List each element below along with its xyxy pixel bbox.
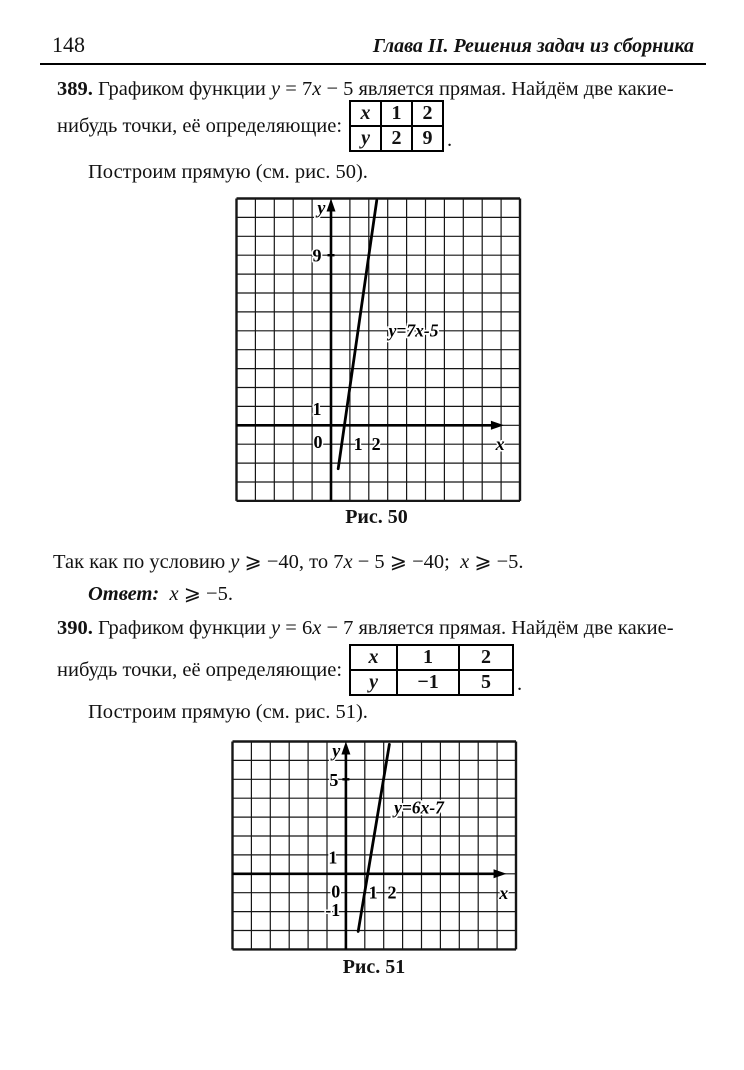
table-cell: 2 [412, 101, 443, 126]
build-line-390: Построим прямую (см. рис. 51). [88, 701, 368, 723]
solution-389-text: Так как по условию y ⩾ −40, то 7x − 5 ⩾ −40; x ⩾ −5. [53, 551, 524, 573]
svg-text:9: 9 [312, 245, 322, 266]
table-row [350, 126, 443, 151]
svg-text:1: 1 [353, 433, 363, 454]
table-cell: 2 [381, 126, 412, 151]
table-cell: 9 [412, 126, 443, 151]
table-cell: y [350, 670, 397, 695]
fig51-svg [231, 740, 518, 951]
table-cell: 1 [397, 645, 459, 670]
table-row [350, 645, 513, 670]
figure-50-caption: Рис. 50 [345, 506, 408, 528]
table-row [350, 670, 513, 695]
problem-390-line2-text: нибудь точки, её определяющие: [57, 658, 343, 681]
table-cell: 1 [381, 101, 412, 126]
figure-51-graph [231, 740, 518, 956]
table-cell: x [350, 101, 381, 126]
page-header [40, 26, 706, 65]
svg-text:y: y [332, 740, 341, 761]
figure-50-graph [235, 197, 522, 507]
problem-389-line2-text: нибудь точки, её определяющие: [57, 114, 343, 137]
problem-390-line2 [57, 644, 522, 696]
svg-text:2: 2 [371, 433, 381, 454]
svg-text:-1: -1 [325, 900, 341, 921]
fig50-svg [235, 197, 522, 502]
svg-text:y: y [317, 197, 326, 218]
table-cell: 5 [459, 670, 513, 695]
svg-text:0: 0 [331, 881, 341, 902]
svg-text:x: x [495, 433, 505, 454]
table-cell: −1 [397, 670, 459, 695]
svg-text:y=6x-7: y=6x-7 [394, 797, 444, 818]
problem-389-line2 [57, 100, 452, 152]
build-line-389: Построим прямую (см. рис. 50). [88, 161, 368, 183]
points-table-389 [349, 100, 444, 152]
svg-text:y=7x-5: y=7x-5 [388, 320, 439, 341]
period-after-table: . [447, 129, 453, 151]
problem-390-line1: 390. Графиком функции y = 6x − 7 является прямая. Найдём две какие- [57, 617, 674, 639]
svg-text:1: 1 [368, 882, 378, 903]
svg-text:0: 0 [313, 431, 323, 452]
svg-text:1: 1 [312, 398, 322, 419]
period-after-table: . [517, 673, 523, 695]
svg-text:2: 2 [387, 882, 397, 903]
points-table-390 [349, 644, 514, 696]
figure-51-caption: Рис. 51 [342, 956, 406, 978]
table-cell: 2 [459, 645, 513, 670]
table-cell: x [350, 645, 397, 670]
table-cell: y [350, 126, 381, 151]
problem-389-line1: 389. Графиком функции y = 7x − 5 является прямая. Найдём две какие- [57, 78, 674, 100]
table-row [350, 101, 443, 126]
chapter-title: Глава II. Решения задач из сборника [372, 35, 694, 57]
svg-text:1: 1 [328, 847, 338, 868]
svg-text:5: 5 [329, 769, 339, 790]
page-number: 148 [52, 32, 85, 57]
svg-text:x: x [499, 883, 509, 904]
answer-389-text: Ответ: x ⩾ −5. [88, 583, 233, 605]
